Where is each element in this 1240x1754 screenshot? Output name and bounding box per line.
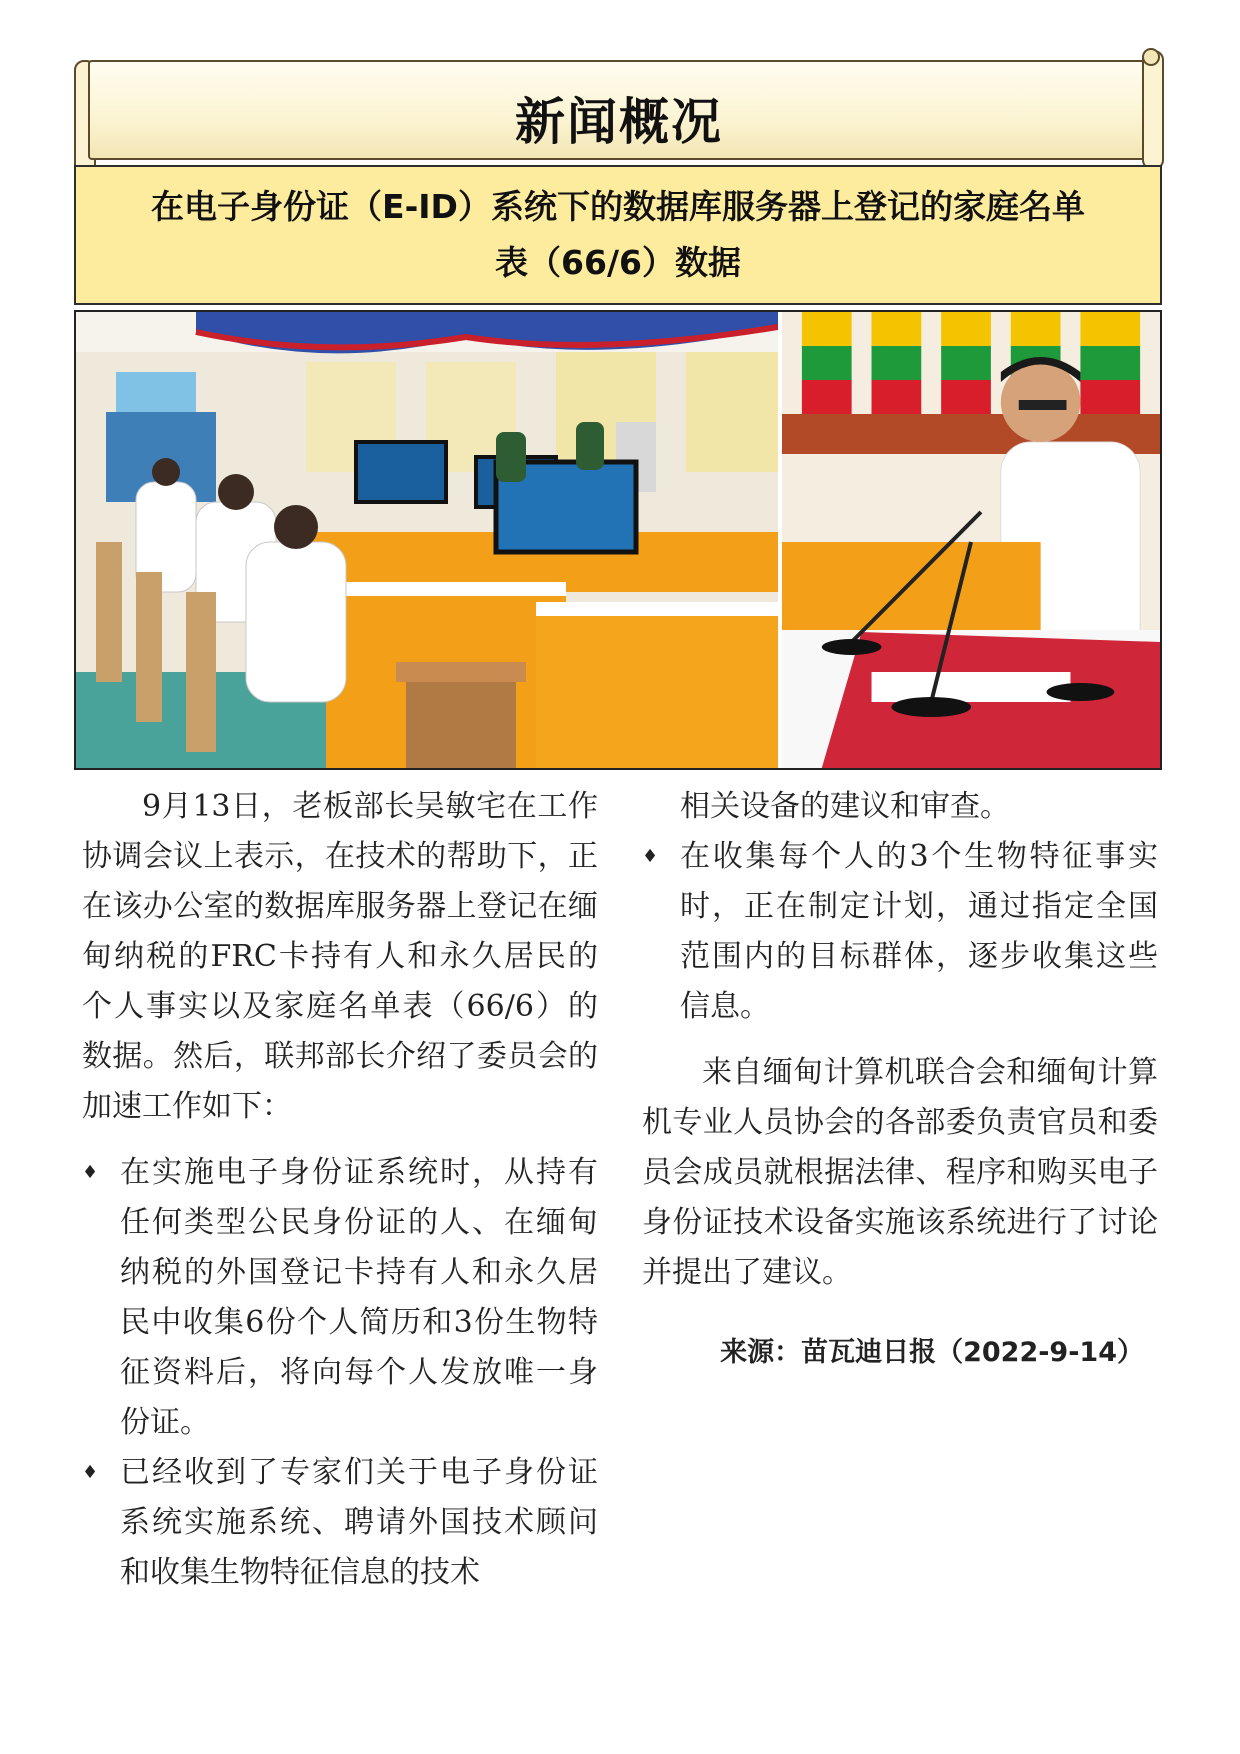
bullet-item-2-continued <box>642 782 1158 832</box>
bullet-item-1-text: 在实施电子身份证系统时，从持有任何类型公民身份证的人、在缅甸纳税的外国登记卡持有人和永久居民中收集6份个人简历和3份生物特征资料后，将向每个人发放唯一身份证。 <box>120 1155 598 1440</box>
article-column-left <box>82 782 598 1598</box>
bullet-item-2-text: 已经收到了专家们关于电子身份证系统实施系统、聘请外国技术顾问和收集生物特征信息的技术 <box>120 1455 598 1590</box>
meeting-room-illustration <box>76 312 778 768</box>
bullet-item-1 <box>82 1148 598 1448</box>
headline-line-2: 表（66/6）数据 <box>495 243 741 282</box>
headline-box <box>74 165 1162 305</box>
bullet-item-2-continued-text: 相关设备的建议和审查。 <box>680 789 1010 824</box>
diamond-bullet-icon: ♦ <box>642 846 659 867</box>
page-title: 新闻概况 <box>515 93 723 151</box>
article-column-right <box>642 782 1158 1378</box>
scroll-curl-icon <box>1142 48 1160 66</box>
bullet-item-3-text: 在收集每个人的3个生物特征事实时，正在制定计划，通过指定全国范围内的目标群体，逐步收集这些信息。 <box>680 839 1158 1024</box>
bullet-item-2 <box>82 1448 598 1598</box>
article-paragraph-2: 来自缅甸计算机联合会和缅甸计算机专业人员协会的各部委负责官员和委员会成员就根据法律、程序和购买电子身份证技术设备实施该系统进行了讨论并提出了建议。 <box>642 1055 1158 1290</box>
speaker-illustration <box>782 312 1160 768</box>
speaker-at-podium-photo <box>782 312 1160 768</box>
diamond-bullet-icon: ♦ <box>82 1462 99 1483</box>
article-source: 来源：苗瓦迪日报（2022-9-14） <box>720 1337 1144 1368</box>
title-scroll-banner <box>74 50 1164 162</box>
meeting-room-photo <box>76 312 782 768</box>
headline-line-1: 在电子身份证（E-ID）系统下的数据库服务器上登记的家庭名单 <box>151 187 1085 226</box>
bullet-item-3 <box>642 832 1158 1032</box>
photo-strip <box>74 310 1162 770</box>
diamond-bullet-icon: ♦ <box>82 1162 99 1183</box>
article-paragraph-1: 9月13日，老板部长吴敏宅在工作协调会议上表示，在技术的帮助下，正在该办公室的数据库服务器上登记在缅甸纳税的FRC卡持有人和永久居民的个人事实以及家庭名单表（66/6）的数据。然后，联邦部长介绍了委员会的加速工作如下： <box>82 789 598 1124</box>
